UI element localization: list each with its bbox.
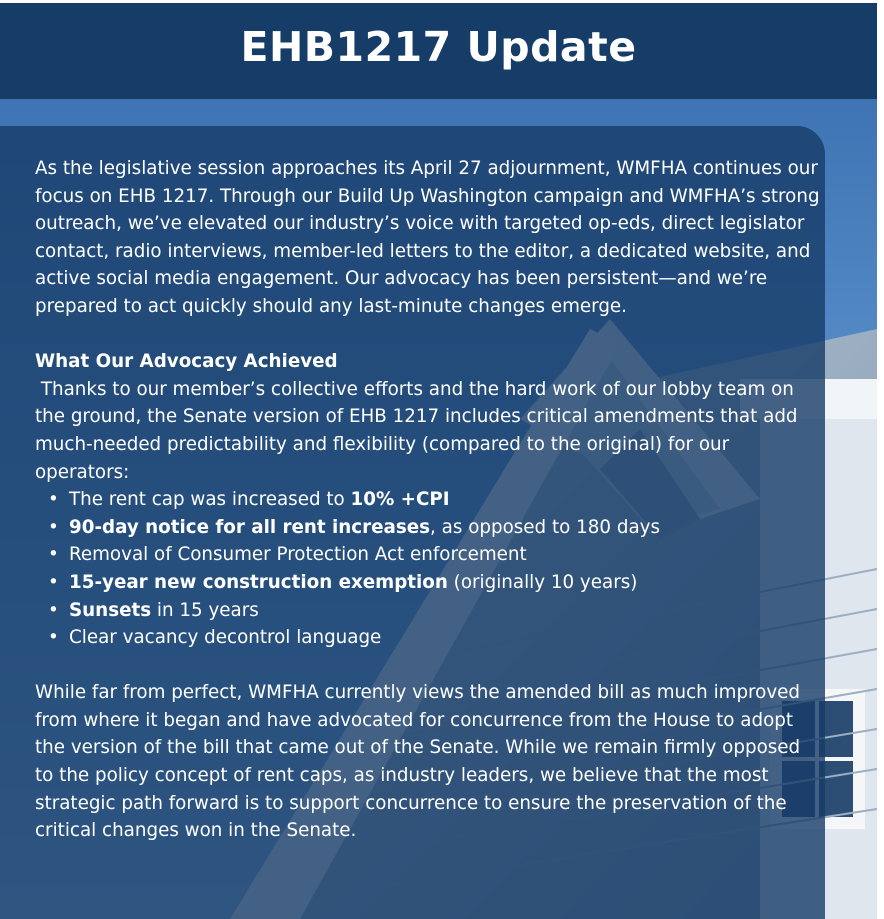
- list-item: • 90-day notice for all rent increases, as opposed to 180 days: [48, 514, 820, 542]
- achieved-paragraph: Thanks to our member’s collective efforts and the hard work of our lobby team on the ground, the Senate version of EHB 1217 includes critical amendments that add much-needed predictability and flexibility (compared to the original) for our operators:: [35, 378, 804, 483]
- amendments-list: [35, 486, 820, 652]
- article-body: [35, 155, 820, 845]
- list-item: • 15-year new construction exemption (originally 10 years): [48, 569, 820, 597]
- list-item: • The rent cap was increased to 10% +CPI: [48, 486, 820, 514]
- page-title: EHB1217 Update: [240, 23, 637, 71]
- closing-paragraph: While far from perfect, WMFHA currently views the amended bill as much improved from where it began and have advocated for concurrence from the House to adopt the version of the bill that came out of the Senate. While we remain firmly opposed to the policy concept of rent caps, as industry leaders, we believe that the most strategic path forward is to support concurrence to ensure the preservation of the critical changes won in the Senate.: [35, 682, 801, 842]
- list-item: • Clear vacancy decontrol language: [48, 624, 820, 652]
- list-item: • Sunsets in 15 years: [48, 597, 820, 625]
- title-banner: [0, 3, 877, 99]
- list-item: • Removal of Consumer Protection Act enforcement: [48, 541, 820, 569]
- section-heading: What Our Advocacy Achieved: [35, 351, 338, 373]
- intro-paragraph: As the legislative session approaches its April 27 adjournment, WMFHA continues our focus on EHB 1217. Through our Build Up Washington campaign and WMFHA’s strong outreach, we’ve elevated our industry’s voice with targeted op-eds, direct legislator contact, radio interviews, member-led letters to the editor, a dedicated website, and active social media engagement. Our advocacy has been persistent—and we’re prepared to act quickly should any last-minute changes emerge.: [35, 158, 820, 317]
